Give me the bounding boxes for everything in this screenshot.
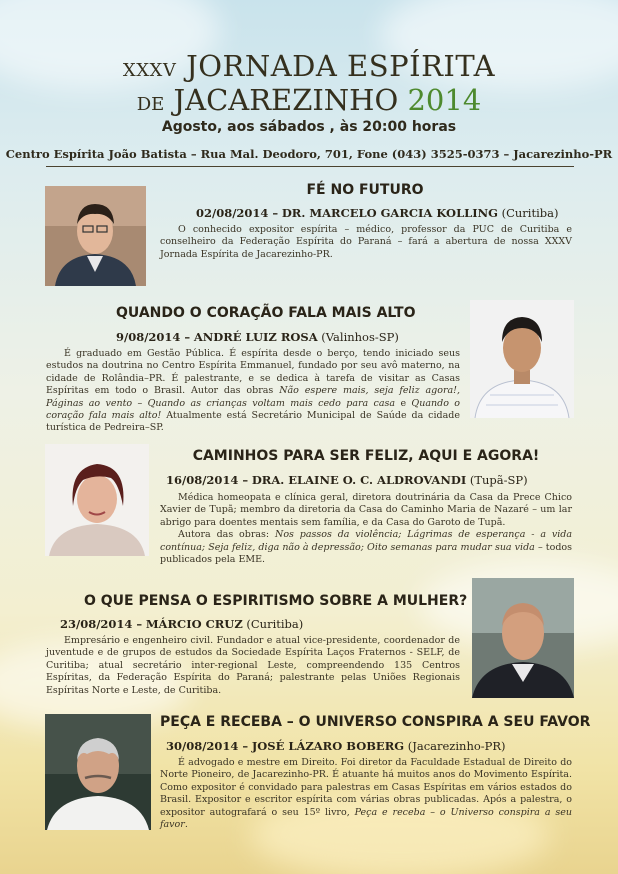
event-address: Centro Espírita João Batista – Rua Mal. Deodoro, 701, Fone (043) 3525-0373 – Jacarezinho-PR (5, 147, 613, 161)
section-byline-2: 9/08/2014 – ANDRÉ LUIZ ROSA (Valinhos-SP) (116, 330, 399, 344)
portrait-image (45, 444, 149, 556)
portrait-image (470, 300, 574, 418)
header-divider (46, 166, 574, 167)
event-title-line1: XXXV JORNADA ESPÍRITA (122, 49, 496, 83)
speaker-photo-elaine (45, 444, 149, 556)
portrait-image (45, 714, 151, 830)
section-text-2: É graduado em Gestão Pública. É espírita desde o berço, tendo iniciado seus estudos na doutrina no Centro Espírita Emmanuel, fundado por seu avô materno, na cidade de Rolândia–PR. É palestrante, e se dedica à tarefa de visitar as Casas Espíritas em todo o Brasil. Autor das obras Não espere mais, seja feliz agora!, Páginas ao vento – Quando as crianças voltam mais cedo para casa e Quando o coração fala mais alto! Atualmente está Secretário Municipal de Saúde da cidade turística de Pedreira–SP. (46, 348, 460, 434)
section-text-3: Médica homeopata e clínica geral, diretora doutrinária da Casa da Prece Chico Xavier de Tupã; membro da diretoria da Casa do Caminho Maria de Nazaré – um lar abrigo para doentes mentais sem família, e da Casa do Garoto de Tupã. Autora das obras: Nos passos da violência; Lágrimas de esperança - a vida contínua; Seja feliz, diga não à depressão; Oito semanas para mudar sua vida – todos publicados pela EME. (160, 492, 572, 566)
portrait-image (45, 186, 146, 286)
section-title-1: FÉ NO FUTURO (306, 182, 424, 198)
section-byline-1: 02/08/2014 – DR. MARCELO GARCIA KOLLING (Curitiba) (196, 206, 559, 220)
section-text-4: Empresário e engenheiro civil. Fundador e atual vice-presidente, coordenador de juventude e de grupos de estudos da Sociedade Espírita Laços Fraternos - SELF, de Curitiba; atual secretário inter-regional Leste, compreendendo 135 Centros Espíritas, da Federação Espírita do Paraná; palestrante pelas Uniões Regionais Espíritas Norte e Leste, de Curitiba. (46, 635, 460, 696)
event-title-line2: DE JACAREZINHO 2014 (136, 83, 482, 117)
section-text-1: O conhecido expositor espírita – médico, professor da PUC de Curitiba e conselheiro da Federação Espírita do Paraná – fará a abertura de nossa XXXV Jornada Espírita de Jacarezinho-PR. (160, 224, 572, 260)
section-byline-5: 30/08/2014 – JOSÉ LÁZARO BOBERG (Jacarezinho-PR) (166, 739, 506, 753)
event-schedule: Agosto, aos sábados , às 20:00 horas (161, 119, 457, 135)
section-byline-3: 16/08/2014 – DRA. ELAINE O. C. ALDROVANDI (Tupã-SP) (166, 473, 528, 487)
portrait-image (472, 578, 574, 698)
section-text-5: É advogado e mestre em Direito. Foi diretor da Faculdade Estadual de Direito do Norte Pioneiro, de Jacarezinho-PR. É atuante há muitos anos do Movimento Espírita. Como expositor é convidado para palestras em Casas Espíritas em vários estados do Brasil. Expositor e escritor espírita com várias obras publicadas. Após a palestra, o expositor autografará o seu 15º livro, Peça e receba – o Universo conspira a seu favor. (160, 757, 572, 831)
section-title-2: QUANDO O CORAÇÃO FALA MAIS ALTO (116, 305, 416, 321)
speaker-photo-jose (45, 714, 151, 830)
section-title-5: PEÇA E RECEBA – O UNIVERSO CONSPIRA A SEU FAVOR (160, 714, 591, 730)
section-title-4: O QUE PENSA O ESPIRITISMO SOBRE A MULHER? (84, 593, 468, 609)
section-byline-4: 23/08/2014 – MÁRCIO CRUZ (Curitiba) (60, 617, 304, 631)
speaker-photo-andre (470, 300, 574, 418)
speaker-photo-marcio (472, 578, 574, 698)
section-title-3: CAMINHOS PARA SER FELIZ, AQUI E AGORA! (192, 448, 540, 464)
speaker-photo-marcelo (45, 186, 146, 286)
event-year: 2014 (407, 83, 482, 117)
